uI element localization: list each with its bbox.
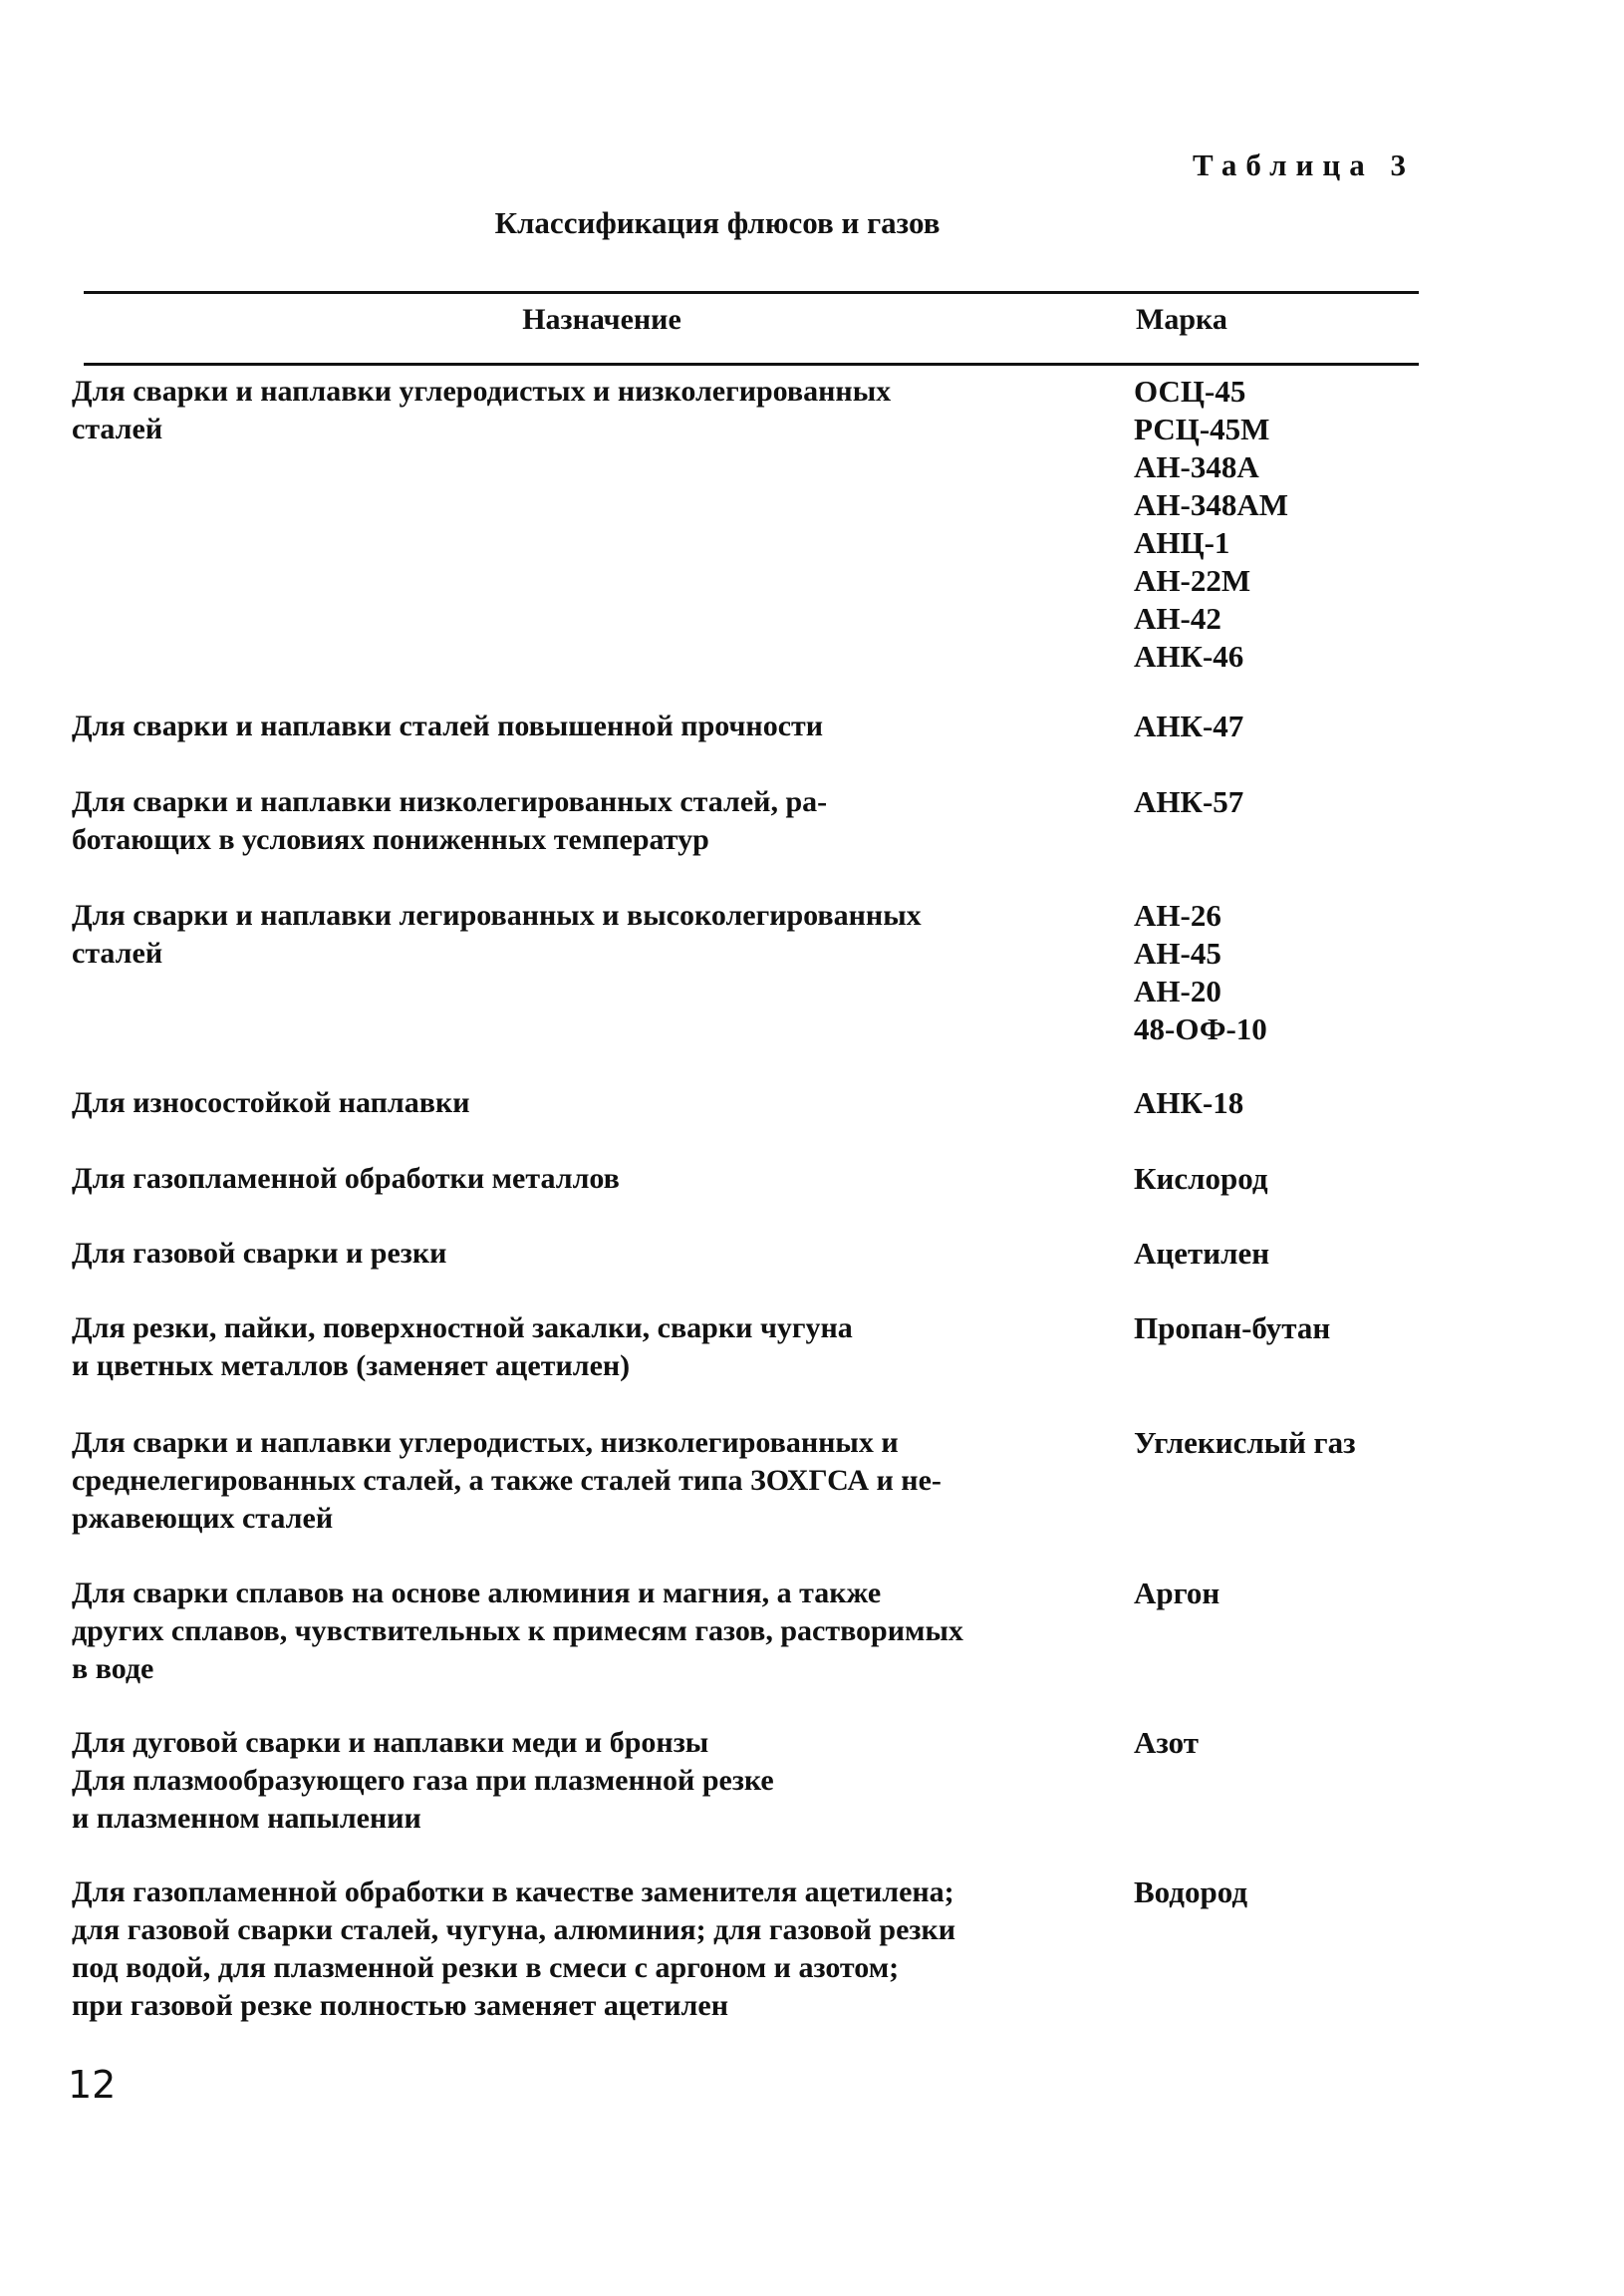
row-mark: Ацетилен [1134,1236,1270,1271]
row-marks [1134,1873,1433,1911]
row-marks [1134,1084,1433,1122]
row-marks [1134,373,1433,676]
row-mark: АНК-57 [1134,784,1244,819]
row-mark: 48-ОФ-10 [1134,1011,1267,1046]
row-mark: АН-348АМ [1134,487,1288,522]
row-mark: Аргон [1134,1576,1220,1610]
row-purpose: Для газовой сварки и резки [72,1237,447,1270]
row-mark: АН-26 [1134,898,1221,933]
row-mark: АН-348А [1134,449,1259,484]
row-marks [1134,1575,1433,1612]
row-purpose: Для дуговой сварки и наплавки меди и бронзы Для плазмообразующего газа при плазменной резке и плазменном напылении [72,1726,774,1835]
row-mark: Углекислый газ [1134,1425,1356,1460]
row-purpose: Для сварки и наплавки низколегированных сталей, ра- ботающих в условиях пониженных температур [72,785,828,856]
page-number: 12 [68,2063,117,2107]
table-caption: Классификация флюсов и газов [494,205,941,240]
row-marks [1134,1724,1433,1762]
table-header-rule [84,363,1419,366]
row-mark: Кислород [1134,1161,1268,1196]
row-purpose: Для сварки и наплавки сталей повышенной прочности [72,710,824,742]
row-mark: РСЦ-45М [1134,412,1270,446]
row-mark: АН-20 [1134,974,1221,1008]
row-purpose: Для износостойкой наплавки [72,1086,470,1119]
row-marks [1134,708,1433,745]
row-mark: АН-45 [1134,936,1221,971]
row-mark: АНК-46 [1134,639,1244,674]
row-mark: Пропан-бутан [1134,1310,1331,1345]
row-mark: АНК-18 [1134,1085,1244,1120]
row-marks [1134,1309,1433,1347]
row-purpose: Для сварки и наплавки углеродистых и низколегированных сталей [72,375,892,445]
row-purpose: Для сварки сплавов на основе алюминия и магния, а также других сплавов, чувствительных к примесям газов, растворимых в воде [72,1577,963,1685]
row-marks [1134,1160,1433,1198]
row-mark: АН-22М [1134,563,1251,598]
row-purpose: Для газопламенной обработки металлов [72,1162,620,1195]
table-label: Таблица 3 [1193,147,1415,182]
row-mark: Азот [1134,1725,1199,1760]
row-mark: Водород [1134,1874,1247,1909]
column-header-purpose: Назначение [522,303,681,336]
table-top-rule [84,291,1419,294]
row-marks [1134,1235,1433,1273]
column-header-mark: Марка [1136,303,1227,336]
row-mark: ОСЦ-45 [1134,374,1246,409]
row-marks [1134,897,1433,1048]
row-purpose: Для газопламенной обработки в качестве заменителя ацетилена; для газовой сварки сталей, чугуна, алюминия; для газовой резки под водой, для плазменной резки в смеси с аргоном и азотом; при газовой резке полностью заменяет ацетилен [72,1875,956,2022]
row-purpose: Для резки, пайки, поверхностной закалки, сварки чугуна и цветных металлов (заменяет ацетилен) [72,1311,853,1382]
row-mark: АНЦ-1 [1134,525,1230,560]
row-purpose: Для сварки и наплавки легированных и высоколегированных сталей [72,899,922,970]
row-marks [1134,1424,1433,1462]
row-mark: АН-42 [1134,601,1221,636]
row-marks [1134,783,1433,821]
row-purpose: Для сварки и наплавки углеродистых, низколегированных и среднелегированных сталей, а также сталей типа ЗОХГСА и не- ржавеющих сталей [72,1426,942,1535]
row-mark: АНК-47 [1134,709,1244,743]
